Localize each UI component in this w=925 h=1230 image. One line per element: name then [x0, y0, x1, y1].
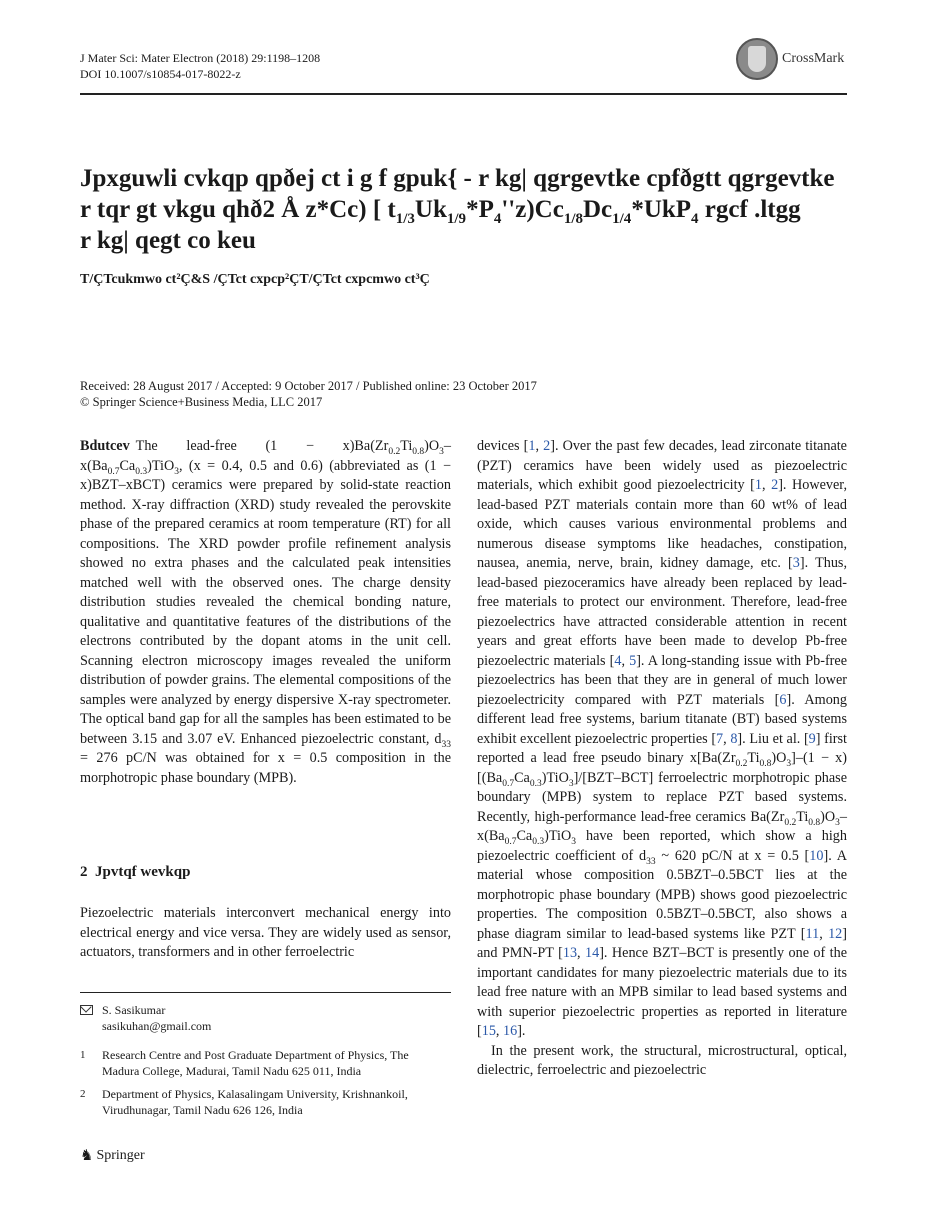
citation-link[interactable]: 12	[828, 925, 843, 942]
citation-link[interactable]: 2	[771, 477, 779, 493]
publication-dates	[80, 378, 537, 410]
citation-link[interactable]: 13	[562, 945, 578, 961]
corresponding-email[interactable]: sasikuhan@gmail.com	[102, 1019, 212, 1033]
corresponding-author	[80, 1002, 451, 1034]
publisher-name: Springer	[96, 1147, 145, 1163]
copyright: © Springer Science+Business Media, LLC 2017	[80, 395, 323, 409]
crossmark-badge[interactable]	[736, 38, 844, 80]
intro-paragraph-2: In the present work, the structural, microstructural, optical, dielectric, ferroelectric and piezoelectric	[477, 1042, 847, 1078]
citation-link[interactable]: 11	[805, 925, 820, 942]
citation-link[interactable]: 14	[585, 945, 600, 961]
title-line-3: r kg| qegt co keu	[80, 227, 256, 254]
title-line-1: Jpxguwli cvkqp qpðej ct i g f gpuk{ - r kg| qgrgevtke cpfðgtt qgrgevtke	[80, 165, 835, 192]
abstract-label: Bdutcev	[80, 438, 130, 454]
affiliation-1-text: Research Centre and Post Graduate Department of Physics, The Madura College, Madurai, Tamil Nadu 625 011, India	[102, 1048, 409, 1078]
footnote-rule	[80, 992, 451, 993]
section-number: 2	[80, 864, 88, 880]
springer-horse-icon: ♞	[80, 1148, 94, 1164]
affiliation-1: 1 Research Centre and Post Graduate Department of Physics, The Madura College, Madurai, Tamil Nadu 625 011, India	[80, 1047, 451, 1081]
section-title: Jpvtqf wevkqp	[95, 864, 191, 880]
citation-link[interactable]: 1	[754, 477, 762, 493]
doi[interactable]: DOI 10.1007/s10854-017-8022-z	[80, 67, 241, 81]
citation-link[interactable]: 1	[528, 438, 536, 454]
author-list: T/ÇTcukmwo ct²Ç&S /ÇTct cxpcp²ÇT/ÇTct cxpcmwo ct³Ç	[80, 272, 430, 287]
citation-link[interactable]: 10	[809, 847, 824, 864]
citation-link[interactable]: 3	[792, 555, 800, 571]
section-heading	[80, 864, 190, 881]
page-footer	[80, 1146, 145, 1165]
citation-link[interactable]: 9	[808, 730, 816, 747]
crossmark-icon	[736, 38, 778, 80]
intro-paragraph-right: devices [1, 2]. Over the past few decades, lead zirconate titanate (PZT) ceramics have been widely used as piezoelectric materials, which exhibit good piezoelectricity [1, 2]. However, lead-based PZT materials contain more than 60 wt% of lead oxide, which causes various environmental problems and numerous disease symptoms like headaches, constipation, nausea, anemia, nerve, brain, kidney damage, etc. [3]. Thus, lead-based piezoceramics have already been replaced by lead-free materials to protect our environment. Therefore, lead-free piezoelectrics have attracted considerable attention in recent years and great efforts have been made to develop Pb-free piezoelectric materials [4, 5]. A long-standing issue with Pb-free piezoelectrics has been that they are in general of much lower piezoelectricity compared with PZT materials [6]. Among different lead free systems, barium titanate (BT) based systems exhibit excellent piezoelectric properties [7, 8]. Liu et al. [9] first reported a lead free pseudo binary $x[Ba(Zr_{0.2}Ti_{0.8})O_3]-(1 - x)[(Ba_{0.7}Ca_{0.3})TiO_3]/[BZT-BCT]$ ferroelectric morphotropic phase boundary (MPB) system to replace PZT based systems. Recently, high-performance lead-free ceramics $Ba(Zr_{0.2}Ti_{0.8})O_3-x(Ba_{0.7}Ca_{0.3})TiO_3$ have been reported, which show a high piezoelectric coefficient of $d_{33}$ ~ 620 pC/N at x = 0.5 [10]. A material whose composition 0.5BZT–0.5BCT lies at the morphotropic phase boundary (MPB) shows good piezoelectric properties. The composition 0.5BZT–0.5BCT, also shows a phase diagram similar to lead-based systems like PZT [11, 12] and PMN-PT [13, 14]. Hence BZT–BCT is presently one of the important candidates for many piezoelectric materials due to its lead free nature with an MPB similar to lead based systems and with superior piezoelectric properties as reported in literature [15, 16]. In the present work, the structural, microstructural, optical, dielectric, ferroelectric and piezoelectric	[477, 437, 847, 1081]
citation-link[interactable]: 6	[779, 691, 787, 708]
affiliation-2: 2 Department of Physics, Kalasalingam University, Krishnankoil, Virudhunagar, Tamil Nadu 626 126, India	[80, 1086, 451, 1120]
running-header	[80, 50, 320, 82]
intro-paragraph-left: Piezoelectric materials interconvert mechanical energy into electrical energy and vice versa. They are widely used as sensor, actuators, transformers and in other ferroelectric	[80, 905, 451, 960]
header-rule	[80, 93, 847, 95]
title-line-2: r tqr gt vkgu qhð2 Å z*Cc) [ $t_{1/3}Uk_{1/9}*P_4''z)Cc_{1/8}Dc_{1/4}*UkP_4$ rgcf .ltgg	[80, 196, 801, 227]
journal-citation: J Mater Sci: Mater Electron (2018) 29:1198–1208	[80, 51, 321, 65]
citation-link[interactable]: 16	[503, 1023, 518, 1039]
abstract: Bdutcev The lead-free $(1 - x)Ba(Zr_{0.2}Ti_{0.8})O_3-$ $x(Ba_{0.7}Ca_{0.3})TiO_3$, (x = 0.4, 0.5 and 0.6) (abbreviated as (1 − x)BZT–xBCT) ceramics were prepared by solid-state reaction method. X-ray diffraction (XRD) study revealed the perovskite phase of the prepared ceramics at room temperature (RT) for all compositions. The XRD powder profile refinement analysis showed no extra phases and the calculated peak intensities matched well with the observed ones. The charge density distribution studies revealed the chemical bonding nature, qualitative and quantitative features of the distributions of the electrons contributed by the dopant atoms in the unit cell. Scanning electron microscopy images revealed the uniform distribution of powder grains. The elemental compositions of the samples were analyzed by energy dispersive X-ray spectrometer. The optical band gap for all the samples has been estimated to be between 3.15 and 3.07 eV. Enhanced piezoelectric constant, $d_{33} = 276$ pC/N was obtained for x = 0.5 composition in the morphotropic phase boundary (MPB).	[80, 438, 451, 786]
article-title	[80, 163, 850, 256]
crossmark-label: CrossMark	[782, 51, 845, 66]
citation-link[interactable]: 7	[716, 730, 724, 747]
citation-link[interactable]: 4	[614, 652, 622, 669]
citation-link[interactable]: 2	[543, 438, 551, 454]
history-dates: Received: 28 August 2017 / Accepted: 9 October 2017 / Published online: 23 October 2017	[80, 379, 537, 393]
envelope-icon	[80, 1005, 93, 1015]
citation-link[interactable]: 8	[730, 730, 738, 747]
citation-link[interactable]: 5	[629, 652, 637, 669]
corresponding-name: S. Sasikumar	[102, 1003, 166, 1017]
citation-link[interactable]: 15	[481, 1023, 496, 1039]
affiliation-2-text: Department of Physics, Kalasalingam University, Krishnankoil, Virudhunagar, Tamil Nadu 626 126, India	[102, 1087, 408, 1117]
